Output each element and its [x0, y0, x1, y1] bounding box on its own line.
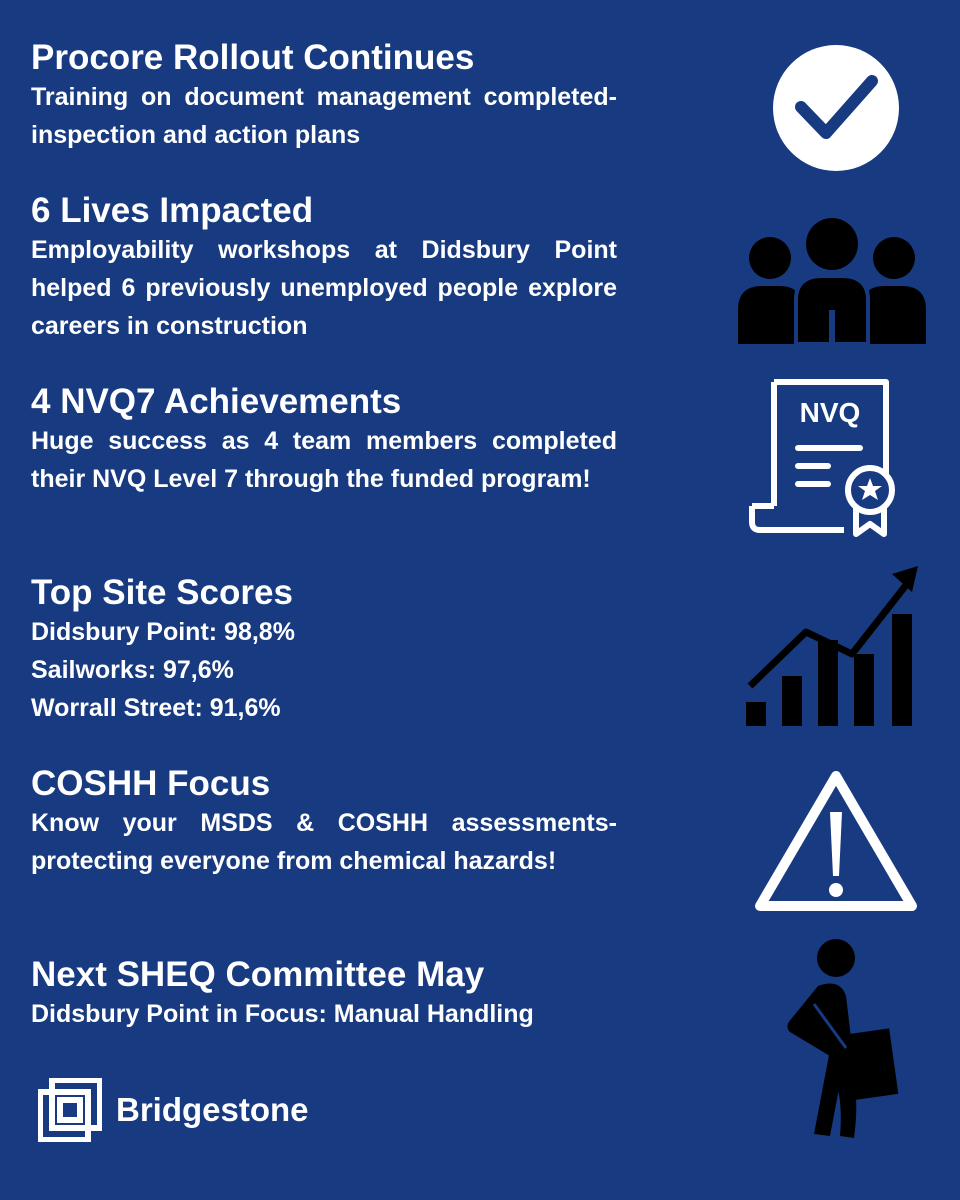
bridgestone-logo: [38, 1078, 309, 1142]
bridgestone-logo-mark-icon: [38, 1078, 102, 1142]
checkmark-circle-icon: [772, 44, 900, 172]
section-title: Next SHEQ Committee May: [31, 955, 485, 994]
section-next-sheq-committee: [31, 955, 617, 1033]
section-nvq7-achievements: [31, 382, 617, 498]
section-title: COSHH Focus: [31, 764, 271, 803]
section-title: Top Site Scores: [31, 573, 293, 612]
section-body: Know your MSDS & COSHH assessments-protecting everyone from chemical hazards!: [31, 809, 617, 875]
section-title: 4 NVQ7 Achievements: [31, 382, 402, 421]
site-score-sailworks: Sailworks: 97,6%: [31, 656, 234, 684]
section-title: 6 Lives Impacted: [31, 191, 314, 230]
nvq-certificate-icon: [748, 378, 904, 540]
growth-chart-icon: [742, 562, 924, 728]
section-body: Employability workshops at Didsbury Point helped 6 previously unemployed people explore careers in construction: [31, 236, 617, 340]
section-procore-rollout: [31, 38, 617, 154]
section-top-site-scores: [31, 573, 617, 727]
brand-name: Bridgestone: [116, 1091, 309, 1128]
nvq-label: NVQ: [799, 397, 861, 428]
section-body: Didsbury Point in Focus: Manual Handling: [31, 1000, 534, 1028]
section-body: Huge success as 4 team members completed their NVQ Level 7 through the funded program!: [31, 427, 617, 493]
section-body: Training on document management completed-inspection and action plans: [31, 83, 617, 149]
section-title: Procore Rollout Continues: [31, 38, 475, 77]
people-group-icon: [734, 214, 930, 348]
site-score-worrall-street: Worrall Street: 91,6%: [31, 694, 281, 722]
site-score-didsbury-point: Didsbury Point: 98,8%: [31, 618, 295, 646]
warning-triangle-icon: [752, 766, 920, 916]
section-coshh-focus: [31, 764, 617, 880]
person-lifting-box-icon: [784, 938, 904, 1144]
section-lives-impacted: [31, 191, 617, 345]
